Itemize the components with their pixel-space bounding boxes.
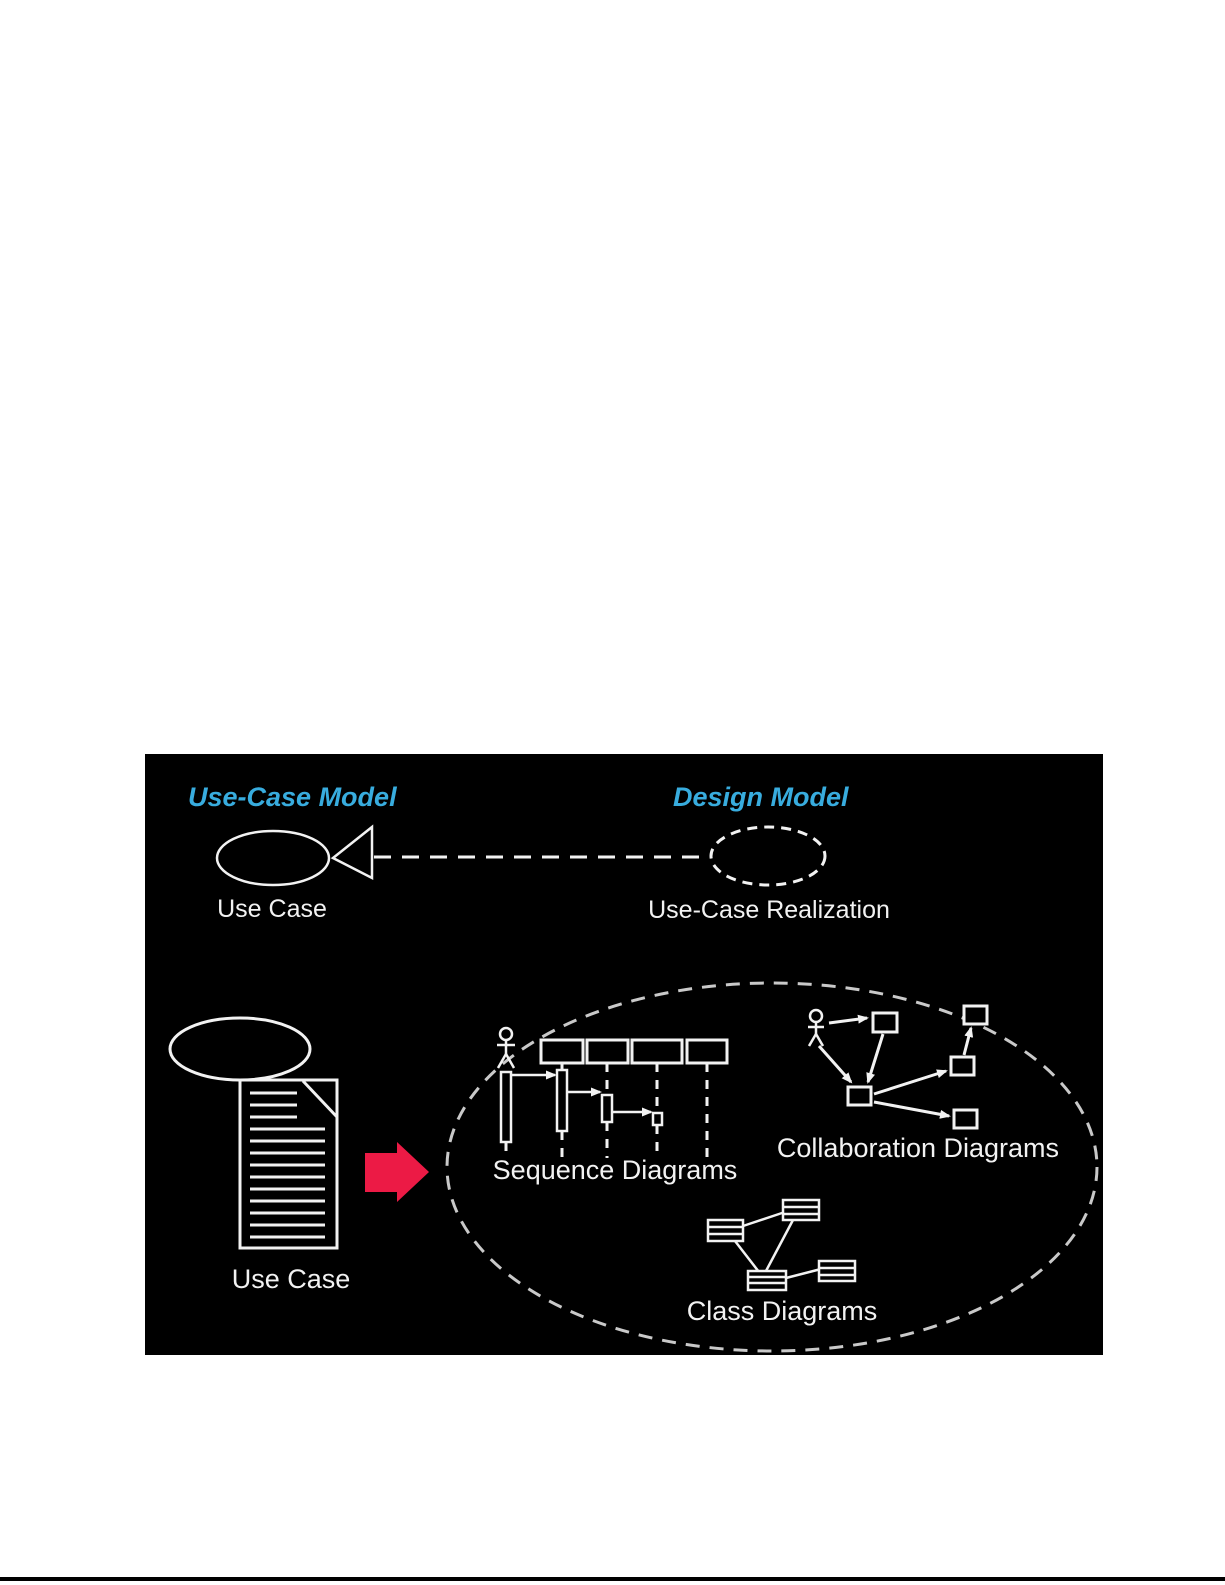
uml-diagram-svg <box>145 754 1103 1355</box>
class-box <box>783 1200 819 1220</box>
use-case-model-title: Use-Case Model <box>188 782 397 812</box>
use-case-document-group <box>170 1018 350 1294</box>
collaboration-diagrams-label: Collaboration Diagrams <box>776 1133 1060 1163</box>
class-diagrams-label: Class Diagrams <box>686 1296 878 1326</box>
use-case-ellipse <box>217 831 329 885</box>
sequence-diagram-group <box>493 1028 738 1185</box>
uml-slide-panel <box>145 754 1103 1355</box>
use-case-label-top: Use Case <box>217 895 327 923</box>
class-association-lines <box>735 1212 821 1278</box>
page-bottom-border <box>0 1577 1225 1581</box>
right-arrow-icon <box>365 1142 429 1202</box>
use-case-realization-label: Use-Case Realization <box>648 896 890 924</box>
class-box <box>708 1220 743 1241</box>
class-box <box>748 1271 786 1290</box>
sequence-message-arrows <box>511 1075 651 1112</box>
sequence-activation-bars <box>501 1070 662 1142</box>
sequence-diagrams-label: Sequence Diagrams <box>492 1155 738 1185</box>
design-model-title: Design Model <box>673 782 849 812</box>
collaboration-diagram-group <box>777 1006 1059 1163</box>
class-diagram-group <box>687 1200 878 1326</box>
use-case-realization-ellipse <box>711 827 825 885</box>
sequence-object-boxes <box>541 1040 727 1063</box>
use-case-label-bottom: Use Case <box>231 1264 351 1294</box>
actor-icon <box>808 1010 824 1046</box>
realize-triangle-arrowhead-icon <box>333 827 372 878</box>
use-case-ellipse-bottom <box>170 1018 310 1080</box>
class-box <box>819 1261 855 1281</box>
